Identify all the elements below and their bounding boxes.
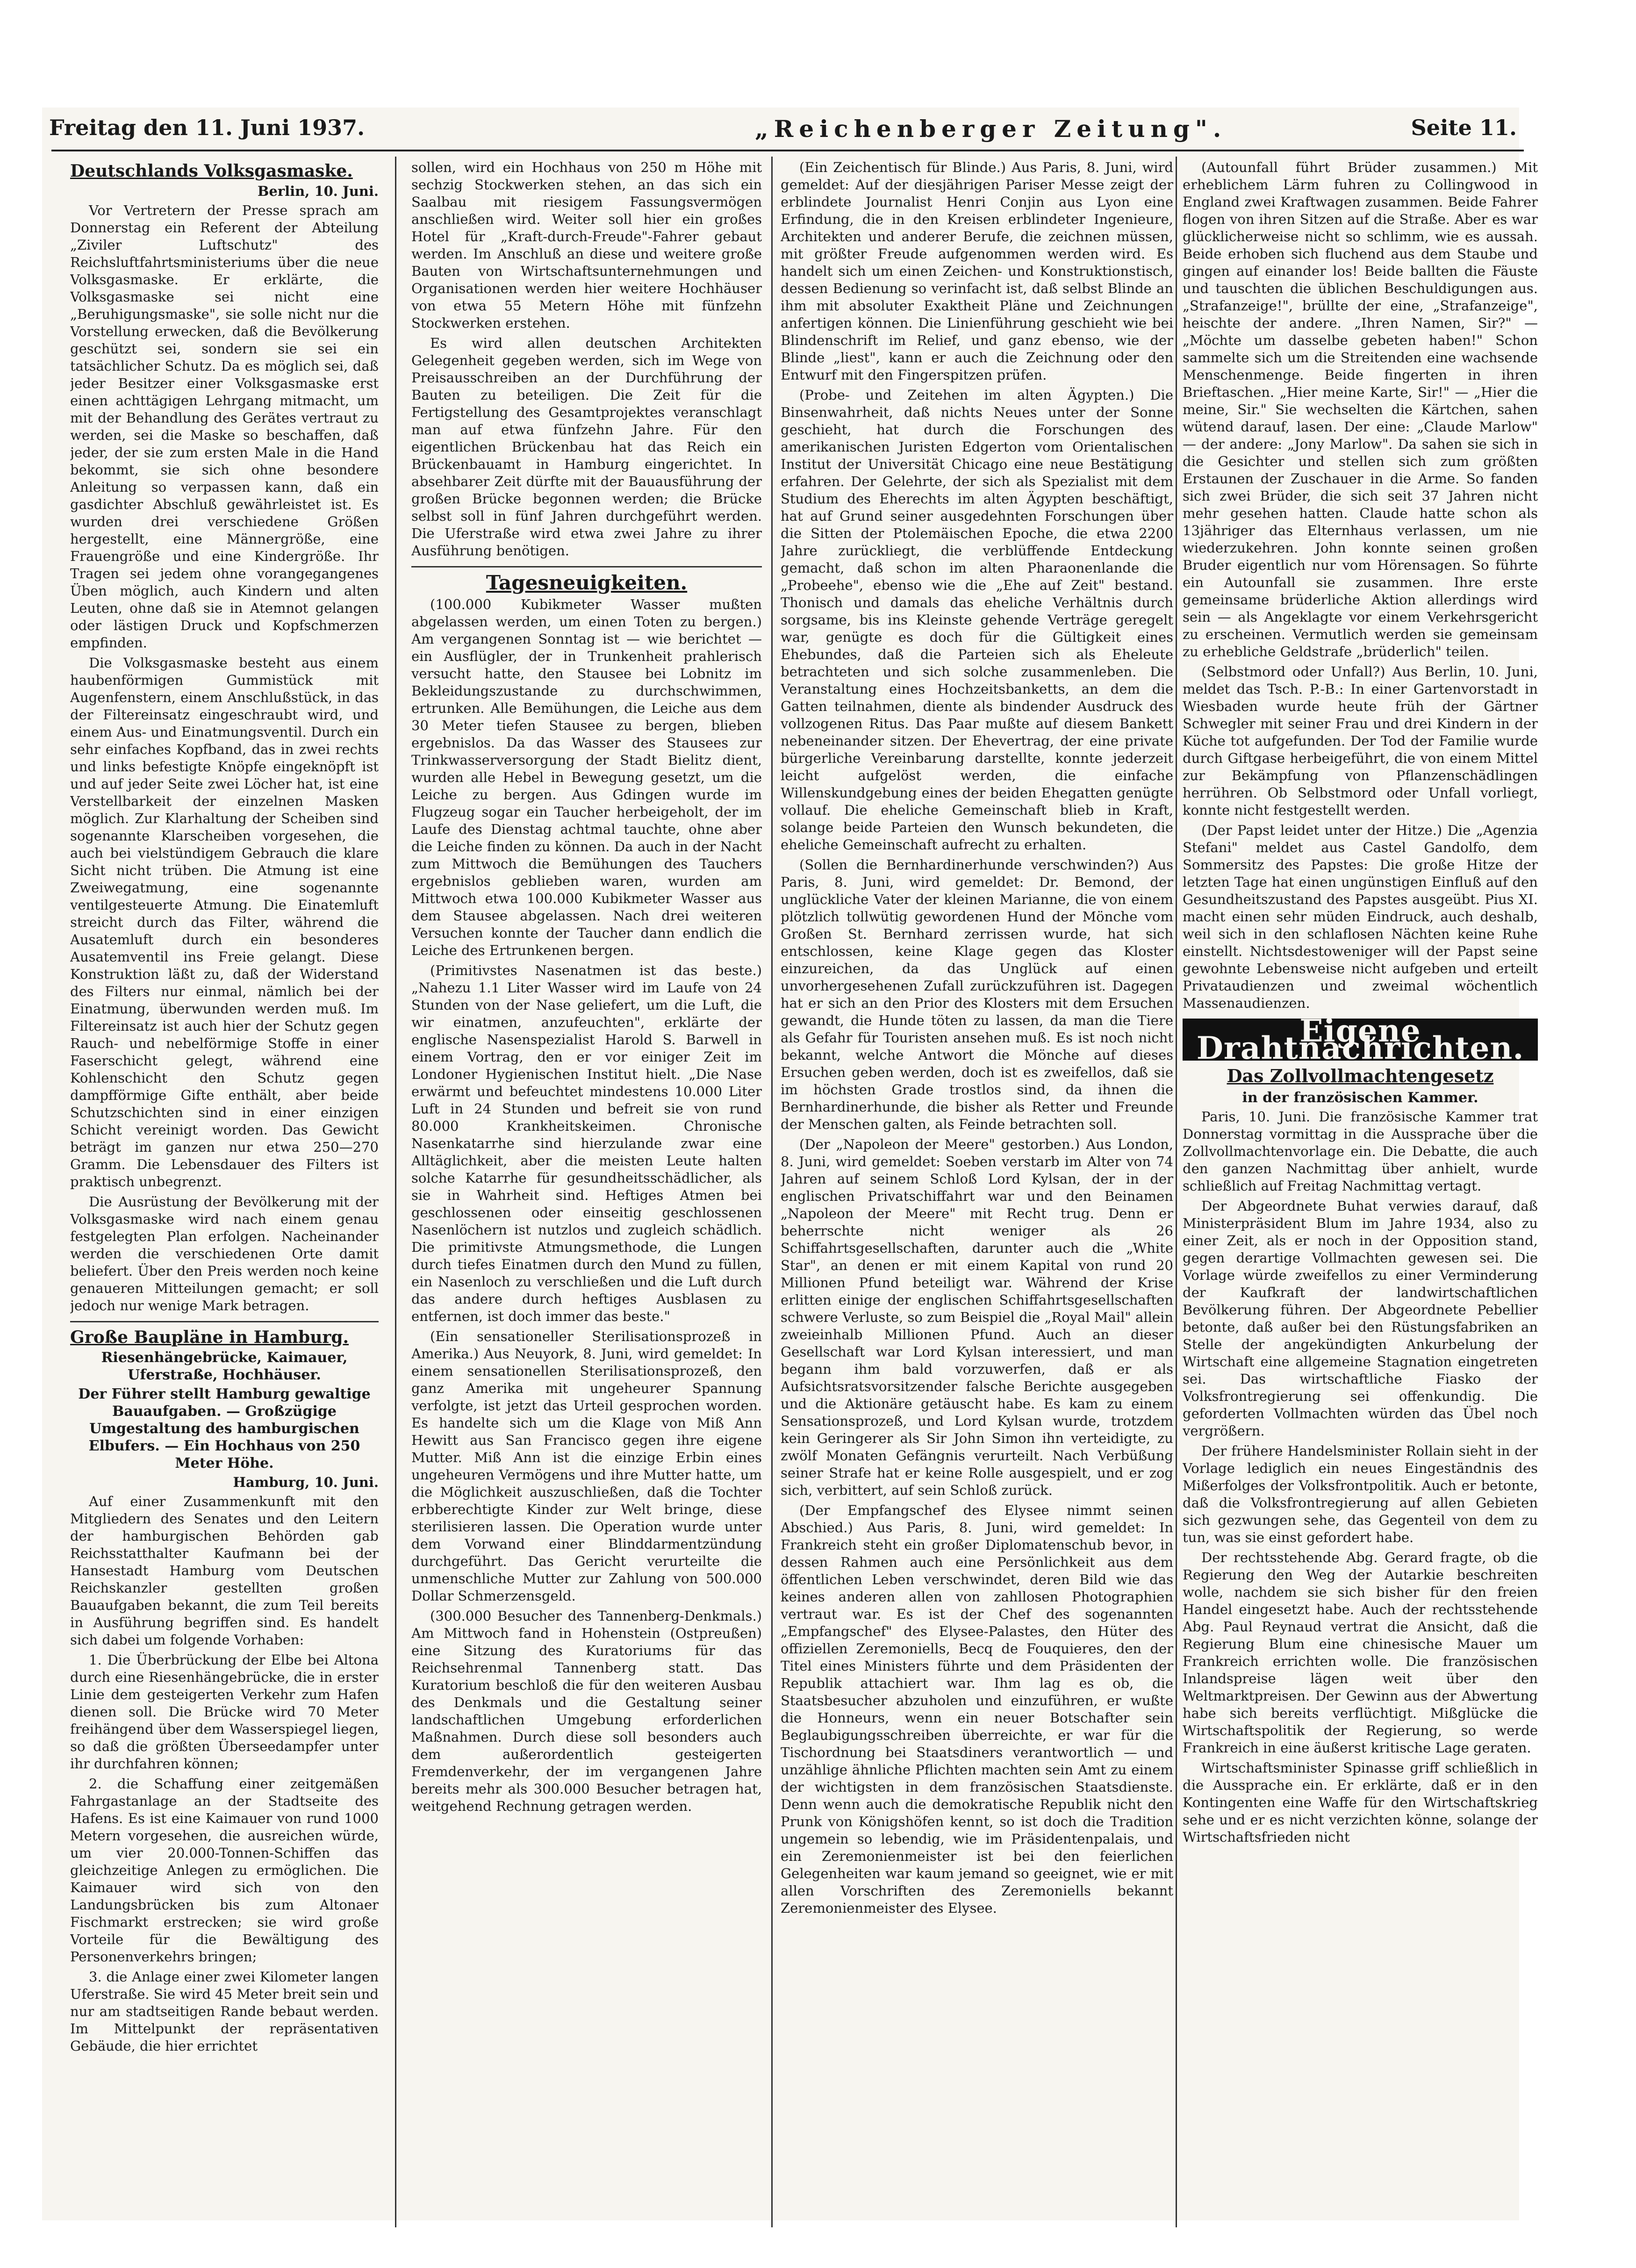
article-divider xyxy=(70,1321,379,1322)
article-subheadline: Der Führer stellt Hamburg gewaltige Bauaufgaben. — Großzügige Umgestaltung des hamburgischen Elbufers. — Ein Hochhaus von 250 Meter Höhe. xyxy=(78,1386,371,1471)
column-rule xyxy=(1176,157,1177,2227)
issue-date: Freitag den 11. Juni 1937. xyxy=(49,115,365,140)
article-headline: Das Zollvollmachtengesetz xyxy=(1227,1065,1494,1086)
news-item: (Ein Zeichentisch für Blinde.) Aus Paris, 8. Juni, wird gemeldet: Auf der diesjährigen Pariser Messe zeigt der erblindete Journalist Henri Conjin aus Lyon eine Erfindung, die in den Kreisen erblindeter Ingenieure, Architekten und anderer Berufe, die zeichnen müssen, mit größter Freude aufgenommen werden wird. Es handelt sich um einen Zeichen- und Konstruktionstisch, dessen Bedienung so verinfacht ist, daß selbst Blinde an ihm mit absoluter Exaktheit Pläne und Zeichnungen anfertigen können. Die Linienführung geschieht wie bei Blindenschrift im Relief, und ganz ebenso, wie der Blinde „liest", kann er auch die Zeichnung oder den Entwurf mit den Fingerspitzen prüfen. xyxy=(781,159,1173,383)
news-item: (Der Empfangschef des Elysee nimmt seinen Abschied.) Aus Paris, 8. Juni, wird gemeldet: In Frankreich steht ein großer Diplomatenschub bevor, in dessen Rahmen auch eine Persönlichkeit aus dem öffentlichen Leben verschwindet, deren Bild wie das keines anderen allen von zahllosen Photographien vertraut war. Es ist der Chef des sogenannten „Empfangschef" des Elysee-Palastes, den Hüter des offiziellen Zeremoniells, Becq de Fouquieres, den der Titel eines Ministers führte und dem Präsidenten der Republik attachiert war. Ihm lag es ob, die Staatsbesucher abzuholen und einzuführen, er wußte die Honneurs, wenn ein neuer Botschafter sein Beglaubigungsschreiben überreichte, er war für die Tischordnung bei Staatsdiners verantwortlich — und unzählige ähnliche Pflichten machten sein Amt zu einem der wichtigsten in dem französischen Staatsdienste. Denn wenn auch die demokratische Republik nicht den Prunk von Königshöfen kennt, so ist doch die Tradition ungemein so lebendig, wie im Präsidentenpalais, und ein Zeremonienmeister ist bei den feierlichen Gelegenheiten war kaum jemand so geeignet, wie er mit allen Vorschriften des Zeremoniells bekannt Zeremonienmeister des Elysee. xyxy=(781,1502,1173,1916)
news-item: (Der Papst leidet unter der Hitze.) Die „Agenzia Stefani" meldet aus Castel Gandolfo, dem Sommersitz des Papstes: Die große Hitze der letzten Tage hat einen ungünstigen Einfluß auf den Gesundheitszustand des Papstes ausgeübt. Pius XI. macht einen sehr müden Eindruck, auch deshalb, weil sich in den schlaflosen Nächten keine Ruhe einstellt. Nichtsdestoweniger will der Papst seine gewohnte Lebensweise nicht aufgeben und erteilt Privataudienzen und zweimal wöchentlich Massenaudienzen. xyxy=(1183,822,1538,1011)
news-item: (Sollen die Bernhardinerhunde verschwinden?) Aus Paris, 8. Juni, wird gemeldet: Dr. Bemond, der unglückliche Vater der kleinen Marianne, die von einem plötzlich tollwütig gewordenen Hund der Mönche vom Großen St. Bernhard zerrissen wurde, hat sich entschlossen, keine Klage gegen das Kloster einzureichen, da das Unglück auf einen unvorhergesehenen Zufall zurückzuführen ist. Dagegen hat er sich an den Prior des Klosters mit dem Ersuchen gewandt, die Hunde töten zu lassen, da man die Tiere als Gefahr für Touristen ansehen muß. Es ist noch nicht bekannt, welche Antwort die Mönche auf dieses Ersuchen geben werden, doch ist es zweifellos, daß sie im höchsten Grade trostlos sind, da ihnen die Bernhardinerhunde, die bisher als Retter und Freunde der Menschen galten, als Feinde betrachten soll. xyxy=(781,857,1173,1132)
newspaper-title: „Reichenberger Zeitung". xyxy=(755,115,1227,143)
article-headline: Große Baupläne in Hamburg. xyxy=(70,1328,349,1347)
article-paragraph: Vor Vertretern der Presse sprach am Donnerstag ein Referent der Abteilung „Ziviler Luftschutz" des Reichsluftfahrtsministeriums über die neue Volksgasmaske. Er erklärte, die Volksgasmaske sei nicht eine „Beruhigungsmaske", sie solle nicht nur die Vorstellung erwecken, daß die Bevölkerung geschützt sei, sondern sie sei ein tatsächlicher Schutz. Da es möglich sei, daß jeder Besitzer einer Volksgasmaske erst einen achttägigen Lehrgang mitmacht, um mit der Behandlung des Gerätes vertraut zu werden, sei die Maske so beschaffen, daß jeder, der sie zum ersten Male in die Hand bekommt, sie sich ohne besondere Anleitung so verpassen kann, daß ein gasdichter Abschluß gewährleistet ist. Es wurden drei verschiedene Größen hergestellt, eine Männergröße, eine Frauengröße und eine Kindergröße. Ihr Tragen sei jedem ohne vorangegangenes Üben möglich, auch Kindern und alten Leuten, ohne daß sie in Atemnot gelangen oder lästigen Druck und Kopfschmerzen empfinden. xyxy=(70,202,379,651)
column-1 xyxy=(70,159,379,2216)
column-rule xyxy=(395,157,396,2227)
article-paragraph: Die Volksgasmaske besteht aus einem haubenförmigen Gummistück mit Augenfenstern, einem Anschlußstück, in das der Filtereinsatz eingeschraubt wird, und einem Aus- und Einatmungsventil. Durch ein sehr einfaches Kopfband, das in zwei rechts und links befestigte Knöpfe eingeknöpft ist und auf jeder Seite zwei Löcher hat, ist eine Verstellbarkeit der einzelnen Masken möglich. Zur Klarhaltung der Scheiben sind sogenannte Klarscheiben vorgesehen, die auch bei vielstündigem Gebrauch die klare Sicht nicht trüben. Die Atmung ist eine Zweiwegatmung, eine sogenannte ventilgesteuerte Atmung. Die Einatemluft streicht durch das Filter, während die Ausatemluft durch ein besonderes Ausatemventil ins Freie gelangt. Diese Konstruktion läßt zu, daß der Widerstand des Filters nur einmal, nämlich bei der Einatmung, überwunden werden muß. Im Filtereinsatz ist auch hier der Schutz gegen Rauch- und nebelförmige Stoffe in einer Faserschicht gelegt, während eine Kohlenschicht den Schutz gegen dampfförmige Gifte enthält, aber beide Schutzschichten sind in einer einzigen Schicht vereinigt worden. Das Gewicht beträgt im ganzen nur etwa 250—270 Gramm. Die Lebensdauer des Filters ist praktisch unbegrenzt. xyxy=(70,655,379,1190)
section-heading: Tagesneuigkeiten. xyxy=(486,571,688,594)
article-paragraph: sollen, wird ein Hochhaus von 250 m Höhe mit sechzig Stockwerken stehen, an das sich ein Saalbau mit riesigem Fassungsvermögen anschließen wird. Weiter soll hier ein großes Hotel für „Kraft-durch-Freude"-Fahrer gebaut werden. Im Anschluß an diese und weitere große Bauten von Wirtschaftsunternehmungen und Organisationen werden hier weitere Hochhäuser von etwa 55 Metern Höhe mit fünfzehn Stockwerken erstehen. xyxy=(411,159,762,331)
article-paragraph: 2. die Schaffung einer zeitgemäßen Fahrgastanlage an der Stadtseite des Hafens. Es ist eine Kaimauer von rund 1000 Metern vorgesehen, die ausreichen würde, um vier 20.000-Tonnen-Schiffen das gleichzeitige Anlegen zu ermöglichen. Die Kaimauer wird sich von den Landungsbrücken bis zum Altonaer Fischmarkt erstrecken; sie wird große Vorteile für die Bewältigung des Personenverkehrs bringen; xyxy=(70,1776,379,1965)
article-paragraph: Der rechtsstehende Abg. Gerard fragte, ob die Regierung den Weg der Autarkie beschreiten wolle, nachdem sie sich bisher für den freien Handel eingesetzt habe. Auch der rechtsstehende Abg. Paul Reynaud vertrat die Ansicht, daß die Regierung Blum eine chinesische Mauer um Frankreich errichten wolle. Die französischen Inlandspreise lägen weit über den Weltmarktpreisen. Der Gewinn aus der Abwertung habe sich bereits verflüchtigt. Mißglücke die Wirtschaftspolitik der Regierung, so werde Frankreich in eine äußerst kritische Lage geraten. xyxy=(1183,1550,1538,1756)
news-item: (Probe- und Zeitehen im alten Ägypten.) Die Binsenwahrheit, daß nichts Neues unter der Sonne geschieht, hat durch die Forschungen des amerikanischen Juristen Edgerton vom Orientalischen Institut der Universität Chicago eine neue Bestätigung erfahren. Der Gelehrte, der sich als Spezialist mit dem Studium des Eherechts im alten Ägypten beschäftigt, hat auf Grund seiner ausgedehnten Forschungen über die Sitten der Ptolemäischen Epoche, die etwa 2200 Jahre zurückliegt, die verblüffende Entdeckung gemacht, daß schon im alten Pharaonenlande die „Probeehe", ebenso wie die „Ehe auf Zeit" bestand. Thonisch und damals das eheliche Verhältnis durch sorgsame, bis ins Kleinste gehende Verträge geregelt war, genügte es doch für die Gültigkeit eines Ehebundes, daß die Parteien sich als Eheleute betrachteten und sich solche zusammenleben. Die Veranstaltung eines Hochzeitsbanketts, an dem die Gatten teilnahmen, diente als bindender Ausdruck des vollzogenen Ritus. Das Paar mußte auf diesem Bankett nebeneinander sitzen. Der Ehevertrag, der eine private bürgerliche Vereinbarung darstellte, konnte jederzeit leicht aufgelöst werden, die einfache Willenskundgebung eines der beiden Ehegatten genügte vollauf. Die eheliche Gemeinschaft blieb in Kraft, solange beide Parteien den Wunsch bekundeten, die eheliche Gemeinschaft aufrecht zu erhalten. xyxy=(781,387,1173,853)
article-paragraph: Die Ausrüstung der Bevölkerung mit der Volksgasmaske wird nach einem genau festgelegten Plan erfolgen. Nacheinander werden die verschiedenen Orte damit beliefert. Über den Preis werden noch keine genaueren Mitteilungen gemacht; er soll jedoch nur wenige Mark betragen. xyxy=(70,1194,379,1313)
article-dateline: Hamburg, 10. Juni. xyxy=(233,1474,379,1490)
article-paragraph: Wirtschaftsminister Spinasse griff schließlich in die Aussprache ein. Er erklärte, daß er in den Kontingenten eine Waffe für den Wirtschaftskrieg sehe und er es nicht verzichten könne, solange der Wirtschaftsfrieden nicht xyxy=(1183,1760,1538,1845)
column-2 xyxy=(411,159,762,2216)
column-3 xyxy=(781,159,1173,2216)
masthead xyxy=(44,110,1521,148)
article-paragraph: Der Abgeordnete Buhat verwies darauf, daß Ministerpräsident Blum im Jahre 1934, also zu einer Zeit, als er noch in der Opposition stand, gegen derartige Vollmachten gewesen sei. Die Vorlage würde zweifellos zu einer Verminderung der Kaufkraft der landwirtschaftlichen Bevölkerung führen. Der Abgeordnete Pebellier betonte, daß außer bei den Rüstungsfabriken an Stelle der angekündigten Ankurbelung der Wirtschaft eine allgemeine Stagnation eingetreten sei. Das wirtschaftliche Fiasko der Volksfrontregierung sei offenkundig. Die geforderten Vollmachten würden das Übel noch vergrößern. xyxy=(1183,1198,1538,1439)
article-paragraph: Paris, 10. Juni. Die französische Kammer trat Donnerstag vormittag in die Aussprache über die Zollvollmachtenvorlage ein. Die Debatte, die auch den ganzen Nachmittag über anhielt, wurde schließlich auf Freitag Nachmittag vertagt. xyxy=(1183,1109,1538,1194)
article-divider xyxy=(411,566,762,567)
news-item: (Primitivstes Nasenatmen ist das beste.) „Nahezu 1.1 Liter Wasser wird im Laufe von 24 Stunden von der Nase geliefert, um die Luft, die wir einatmen, anzufeuchten", erklärte der englische Nasenspezialist Harold S. Barwell in einem Vortrag, den er vor einiger Zeit im Londoner Hygienischen Institut hielt. „Die Nase erwärmt und befeuchtet mindestens 10.000 Liter Luft in 24 Stunden und befreit sie von rund 80.000 Krankheitskeimen. Chronische Nasenkatarrhe sind hierzulande zwar eine Alltäglichkeit, aber die meisten Leute halten solche Katarrhe für gesundheitsschädlicher, als sie in Wahrheit sind. Heftiges Atmen bei geschlossenen oder einseitig geschlossenen Nasenlöchern ist nutzlos und zugleich schädlich. Die primitivste Atmungsmethode, die Lungen durch tiefes Einatmen durch den Mund zu füllen, ein Nasenloch zu verschließen und die Luft durch das andere durch heftiges Ausblasen zu entfernen, ist doch immer das beste." xyxy=(411,962,762,1324)
article-paragraph: 3. die Anlage einer zwei Kilometer langen Uferstraße. Sie wird 45 Meter breit sein und nur am stadtseitigen Rande bebaut werden. Im Mittelpunkt der repräsentativen Gebäude, die hier errichtet xyxy=(70,1969,379,2054)
article-paragraph: Es wird allen deutschen Architekten Gelegenheit gegeben werden, sich im Wege von Preisausschreiben an der Durchführung der Bauten zu beteiligen. Die Zeit für die Fertigstellung des Gesamtprojektes veranschlagt man auf etwa fünfzehn Jahre. Für den eigentlichen Brückenbau hat das Reich ein Brückenbauamt in Hamburg eingerichtet. In absehbarer Zeit dürfte mit der Bauausführung der großen Brücke begonnen werden; die Brücke selbst soll in fünf Jahren durchgeführt werden. Die Uferstraße wird etwa zwei Jahre zu ihrer Ausführung benötigen. xyxy=(411,335,762,559)
page-number: Seite 11. xyxy=(1411,115,1517,140)
article-paragraph: Auf einer Zusammenkunft mit den Mitgliedern des Senates und den Leitern der hamburgischen Behörden gab Reichsstatthalter Kaufmann bei der Hansestadt Hamburg vom Deutschen Reichskanzler gestellten großen Bauaufgaben bekannt, die zum Teil bereits in Ausführung begriffen sind. Es handelt sich dabei um folgende Vorhaben: xyxy=(70,1493,379,1648)
article-paragraph: Der frühere Handelsminister Rollain sieht in der Vorlage lediglich ein neues Eingeständnis des Mißerfolges der Volksfrontpolitik. Auch er betonte, daß die Volksfrontregierung auf allen Gebieten sich gezwungen sehe, das Gegenteil von dem zu tun, was sie einst gefordert habe. xyxy=(1183,1443,1538,1545)
news-item: (100.000 Kubikmeter Wasser mußten abgelassen werden, um einen Toten zu bergen.) Am vergangenen Sonntag ist — wie berichtet — ein Ausflügler, der in Trunkenheit prahlerisch versucht hatte, den Stausee bei Lobnitz im Bekleidungszustande zu durchschwimmen, ertrunken. Alle Bemühungen, die Leiche aus dem 30 Meter tiefen Stausee zu bergen, blieben ergebnislos. Da das Wasser des Stausees zur Trinkwasserversorgung der Stadt Bielitz dient, wurden alle Hebel in Bewegung gesetzt, um die Leiche zu bergen. Aus Gdingen wurde im Flugzeug sogar ein Taucher herbeigeholt, der im Laufe des Dienstag achtmal tauchte, ohne aber die Leiche finden zu können. Da auch in der Nacht zum Mittwoch die Bemühungen des Tauchers ergebnislos geblieben waren, wurden am Mittwoch etwa 100.000 Kubikmeter Wasser aus dem Stausee abgelassen. Nach drei weiteren Versuchen konnte der Taucher dann endlich die Leiche des Ertrunkenen bergen. xyxy=(411,596,762,958)
article-subheadline: in der französischen Kammer. xyxy=(1242,1090,1478,1106)
article-dateline: Berlin, 10. Juni. xyxy=(257,183,379,199)
news-item: (Selbstmord oder Unfall?) Aus Berlin, 10. Juni, meldet das Tsch. P.-B.: In einer Gartenvorstadt in Wiesbaden wurde heute früh der Gärtner Schwegler mit seiner Frau und drei Kindern in der Küche tot aufgefunden. Der Tod der Familie wurde durch Giftgase herbeigeführt, die von einem Mittel zur Bekämpfung von Pflanzenschädlingen herrühren. Ob Selbstmord oder Unfall vorliegt, konnte nicht festgestellt werden. xyxy=(1183,664,1538,818)
article-paragraph: 1. Die Überbrückung der Elbe bei Altona durch eine Riesenhängebrücke, die in erster Linie dem gesteigerten Verkehr zum Hafen dienen soll. Die Brücke wird 70 Meter freihängend über dem Wasserspiegel liegen, so daß die größten Überseedampfer unter ihr durchfahren können; xyxy=(70,1652,379,1772)
column-4 xyxy=(1183,159,1538,2216)
news-item: (Autounfall führt Brüder zusammen.) Mit erheblichem Lärm fuhren zu Collingwood in England zwei Kraftwagen zusammen. Beide Fahrer flogen von ihren Sitzen auf die Straße. Aber es war glücklicherweise nicht so schlimm, wie es aussah. Beide erhoben sich fluchend aus dem Staube und gingen auf einander los! Beide ballten die Fäuste und tauschten die üblichen Beschuldigungen aus. „Strafanzeige!", brüllte der eine, „Strafanzeige", heischte der andere. „Ihren Namen, Sir?" — „Möchte um dasselbe gebeten haben!" Schon sammelte sich um die Streitenden eine wachsende Menschenmenge. Beide fingerten in ihren Brieftaschen. „Hier meine Karte, Sir!" — „Hier die meine, Sir." Sie wechselten die Kärtchen, sahen wütend darauf, lasen. Der eine: „Claude Marlow" — der andere: „Jony Marlow". Da sahen sie sich in die Gesichter und stellen sich zum größten Erstaunen der Zuschauer in die Arme. So fanden sich zwei Brüder, die sich seit 37 Jahren nicht mehr gesehen hatten. Claude hatte schon als 13jähriger das Elternhaus verlassen, um nie wiederzukehren. John konnte seinen großen Bruder eigentlich nur vom Hörensagen. So führte ein Autounfall sie zusammen. Ihre erste gemeinsame brüderliche Aktion allerdings wird sein — als Angeklagte vor einem Verkehrsgericht zu erscheinen. Vermutlich werden sie gemeinsam zu erhebliche Geldstrafe „brüderlich" teilen. xyxy=(1183,159,1538,660)
column-rule xyxy=(771,157,773,2227)
article-headline: Deutschlands Volksgasmaske. xyxy=(70,161,353,181)
news-item: (Der „Napoleon der Meere" gestorben.) Aus London, 8. Juni, wird gemeldet: Soeben verstarb im Alter von 74 Jahren auf seinem Schloß Lord Kylsan, der in der englischen Privatschiffahrt war und den Beinamen „Napoleon der Meere" mit Recht trug. Denn er beherrschte nicht weniger als 26 Schiffahrtsgesellschaften, darunter auch die „White Star", an denen er mit einem Kapital von rund 20 Millionen Pfund beteiligt war. Während der Krise erlitten einige der englischen Schiffahrtsgesellschaften schwere Verluste, so zum Beispiel die „Royal Mail" allein zweieinhalb Millionen Pfund. Auch an dieser Gesellschaft war Lord Kylsan interessiert, und man begann ihm bald vorzuwerfen, daß er als Aufsichtsratsvorsitzender falsche Berichte ausgegeben und die Aktionäre getäuscht habe. Es kam zu einem Sensationsprozeß, und Lord Kylsan wurde, trotzdem kein Geringerer als Sir John Simon ihn verteidigte, zu zwölf Monaten Gefängnis verurteilt. Nach Verbüßung seiner Strafe hat er keine Rolle ausgespielt, und er zog sich, verbittert, auf sein Schloß zurück. xyxy=(781,1136,1173,1498)
section-banner: Eigene Drahtnachrichten. xyxy=(1183,1019,1538,1061)
news-item: (Ein sensationeller Sterilisationsprozeß in Amerika.) Aus Neuyork, 8. Juni, wird gemeldet: In einem sensationellen Sterilisationsprozeß, den ganz Amerika mit ungeheurer Spannung verfolgte, ist jetzt das Urteil gesprochen worden. Es handelte sich um die Klage von Miß Ann Hewitt aus San Francisco gegen ihre eigene Mutter. Miß Ann ist die einzige Erbin eines ungeheuren Vermögens und ihre Mutter hatte, um die Möglichkeit auszuschließen, daß die Tochter erbberechtigte Kinder zur Welt bringe, diese sterilisieren lassen. Die Operation wurde unter dem Vorwand einer Blinddarmentzündung durchgeführt. Das Gericht verurteilte die unmenschliche Mutter zur Zahlung von 500.000 Dollar Schmerzensgeld. xyxy=(411,1328,762,1604)
masthead-rule xyxy=(51,150,1524,151)
article-subheadline: Riesenhängebrücke, Kaimauer, Uferstraße, Hochhäuser. xyxy=(101,1349,348,1383)
news-item: (300.000 Besucher des Tannenberg-Denkmals.) Am Mittwoch fand in Hohenstein (Ostpreußen) eine Sitzung des Kuratoriums für das Reichsehrenmal Tannenberg statt. Das Kuratorium beschloß die für den weiteren Ausbau des Denkmals und die Gestaltung seiner landschaftlichen Umgebung erforderlichen Maßnahmen. Durch diese soll besonders auch dem außerordentlich gesteigerten Fremdenverkehr, der im vergangenen Jahre bereits mehr als 300.000 Besucher betragen hat, weitgehend Rechnung getragen werden. xyxy=(411,1608,762,1814)
